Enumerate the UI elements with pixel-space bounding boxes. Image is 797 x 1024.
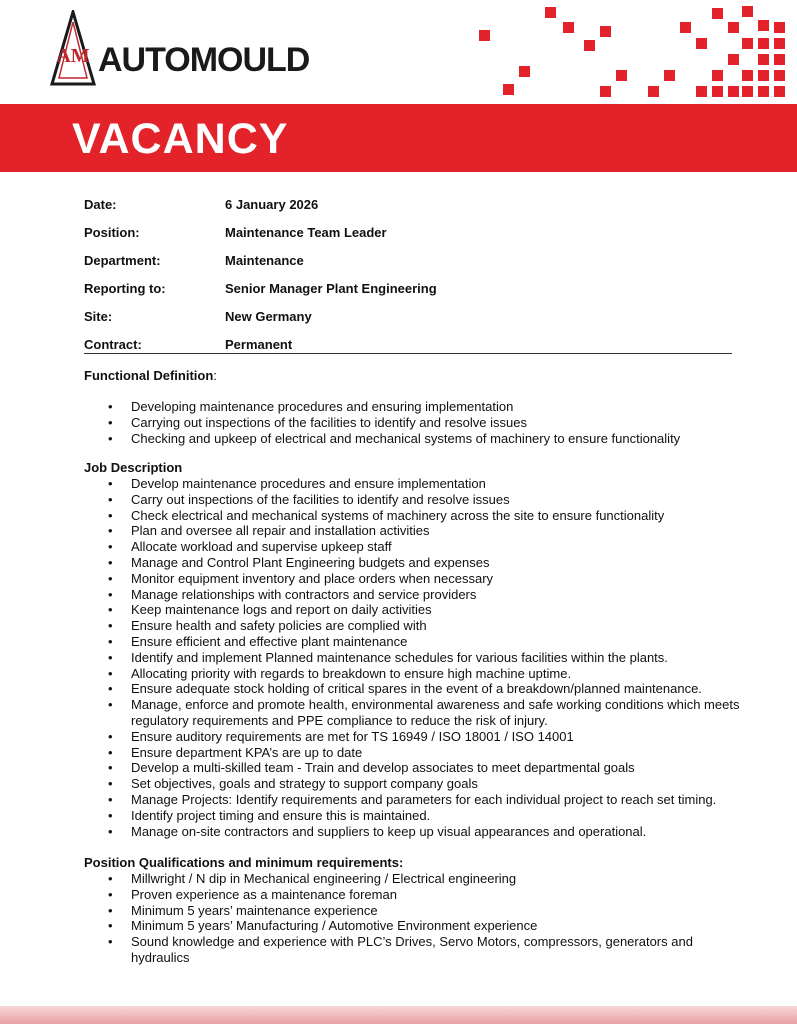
decor-square — [648, 86, 659, 97]
company-logo — [50, 10, 330, 88]
job-description-section — [84, 460, 744, 839]
footer-bar — [0, 1006, 797, 1024]
detail-value: Senior Manager Plant Engineering — [225, 281, 437, 296]
detail-label: Site: — [84, 309, 113, 324]
decor-square — [774, 70, 785, 81]
decor-square — [584, 40, 595, 51]
decor-square — [600, 86, 611, 97]
decor-square — [519, 66, 530, 77]
list-item: • Identify project timing and ensure this is maintained. — [84, 808, 744, 824]
list-item: • Carry out inspections of the facilities to identify and resolve issues — [84, 492, 744, 508]
detail-row-date — [84, 197, 732, 225]
decor-square — [563, 22, 574, 33]
decor-square — [728, 22, 739, 33]
decor-square — [712, 8, 723, 19]
list-item: • Check electrical and mechanical systems of machinery across the site to ensure functionality — [84, 508, 744, 524]
decor-square — [758, 38, 769, 49]
list-item: • Sound knowledge and experience with PLC’s Drives, Servo Motors, compressors, generators and hydraulics — [84, 934, 744, 966]
list-item: • Minimum 5 years’ maintenance experience — [84, 903, 744, 919]
list-item: • Proven experience as a maintenance foreman — [84, 887, 744, 903]
decor-square — [680, 22, 691, 33]
list-item: • Ensure department KPA’s are up to date — [84, 745, 744, 761]
list-item: • Develop maintenance procedures and ensure implementation — [84, 476, 744, 492]
section-title-suffix: : — [213, 368, 217, 383]
decor-square — [479, 30, 490, 41]
decor-square — [774, 38, 785, 49]
company-name: AUTOMOULD — [98, 41, 310, 79]
list-item: • Manage and Control Plant Engineering budgets and expenses — [84, 555, 744, 571]
decor-square — [758, 86, 769, 97]
decor-square — [774, 86, 785, 97]
decor-square — [774, 22, 785, 33]
section-title — [84, 368, 744, 384]
list-item: • Ensure health and safety policies are complied with — [84, 618, 744, 634]
list-item: • Carrying out inspections of the facilities to identify and resolve issues — [84, 415, 744, 431]
list-item: • Ensure efficient and effective plant maintenance — [84, 634, 744, 650]
section-title: Position Qualifications and minimum requirements: — [84, 855, 404, 870]
detail-value: Permanent — [225, 337, 293, 352]
decor-square — [758, 70, 769, 81]
list-item: • Millwright / N dip in Mechanical engineering / Electrical engineering — [84, 871, 744, 887]
detail-row-department — [84, 253, 732, 281]
decor-square — [742, 38, 753, 49]
decor-square — [503, 84, 514, 95]
list-item: • Ensure auditory requirements are met for TS 16949 / ISO 18001 / ISO 14001 — [84, 729, 744, 745]
decor-square — [742, 6, 753, 17]
detail-row-reporting — [84, 281, 732, 309]
detail-label: Department: — [84, 253, 161, 268]
decor-square — [616, 70, 627, 81]
list-item: • Keep maintenance logs and report on daily activities — [84, 602, 744, 618]
divider — [84, 353, 732, 354]
functional-definition-list — [84, 399, 744, 446]
decor-square — [774, 54, 785, 65]
list-item: • Manage on-site contractors and suppliers to keep up visual appearances and operational. — [84, 824, 744, 840]
detail-value: Maintenance — [225, 253, 304, 268]
detail-label: Contract: — [84, 337, 142, 352]
decor-square — [742, 86, 753, 97]
decor-square — [600, 26, 611, 37]
logo-letters: AM — [56, 45, 90, 67]
detail-value: New Germany — [225, 309, 312, 324]
detail-row-position — [84, 225, 732, 253]
qualifications-list — [84, 871, 744, 966]
list-item: • Allocate workload and supervise upkeep staff — [84, 539, 744, 555]
list-item: • Set objectives, goals and strategy to support company goals — [84, 776, 744, 792]
decor-square — [664, 70, 675, 81]
decor-square — [758, 20, 769, 31]
section-title: Job Description — [84, 460, 183, 475]
list-item: • Developing maintenance procedures and ensuring implementation — [84, 399, 744, 415]
list-item: • Identify and implement Planned maintenance schedules for various facilities within the plants. — [84, 650, 744, 666]
vacancy-banner — [0, 104, 797, 172]
vacancy-details — [84, 197, 732, 365]
list-item: • Manage Projects: Identify requirements and parameters for each individual project to reach set timing. — [84, 792, 744, 808]
header — [0, 0, 797, 104]
decor-square — [712, 70, 723, 81]
qualifications-section — [84, 855, 744, 966]
job-description-list — [84, 476, 744, 839]
functional-definition-section — [84, 368, 744, 446]
list-item: • Plan and oversee all repair and installation activities — [84, 523, 744, 539]
banner-title: VACANCY — [72, 115, 289, 163]
list-item: • Ensure adequate stock holding of critical spares in the event of a breakdown/planned maintenance. — [84, 681, 744, 697]
list-item: • Develop a multi-skilled team - Train and develop associates to meet departmental goals — [84, 760, 744, 776]
list-item: • Allocating priority with regards to breakdown to ensure high machine uptime. — [84, 666, 744, 682]
detail-label: Reporting to: — [84, 281, 166, 296]
list-item: • Manage relationships with contractors and service providers — [84, 587, 744, 603]
decor-square — [696, 86, 707, 97]
decor-square — [696, 38, 707, 49]
detail-value: 6 January 2026 — [225, 197, 319, 212]
decor-square — [742, 70, 753, 81]
detail-row-contract — [84, 337, 732, 365]
decor-square — [758, 54, 769, 65]
decor-square — [712, 86, 723, 97]
list-item: • Checking and upkeep of electrical and mechanical systems of machinery to ensure functionality — [84, 431, 744, 447]
list-item: • Minimum 5 years’ Manufacturing / Automotive Environment experience — [84, 918, 744, 934]
decor-square — [545, 7, 556, 18]
detail-row-site — [84, 309, 732, 337]
detail-value: Maintenance Team Leader — [225, 225, 387, 240]
section-title-text: Functional Definition — [84, 368, 214, 383]
decor-square — [728, 54, 739, 65]
detail-label: Date: — [84, 197, 117, 212]
list-item: • Manage, enforce and promote health, environmental awareness and safe working conditions which meets regulatory requirements and PPE compliance to reduce the risk of injury. — [84, 697, 744, 729]
decor-square — [728, 86, 739, 97]
list-item: • Monitor equipment inventory and place orders when necessary — [84, 571, 744, 587]
logo-emblem-icon — [50, 10, 96, 86]
detail-label: Position: — [84, 225, 140, 240]
